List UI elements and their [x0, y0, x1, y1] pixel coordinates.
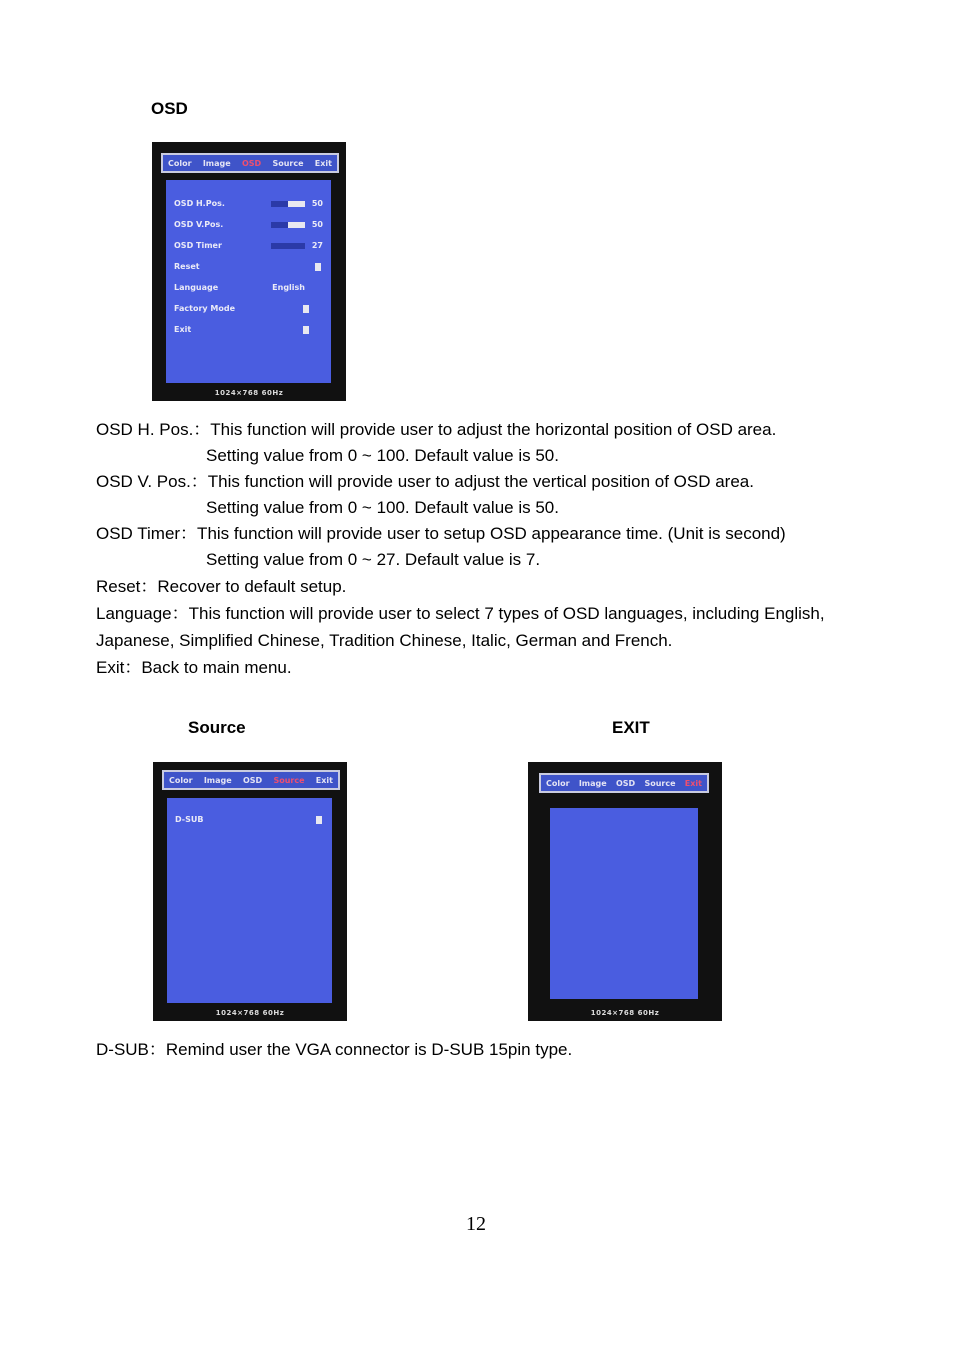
osd-descriptions — [96, 417, 825, 681]
osd-menu-tabbar — [161, 153, 339, 173]
timer-description: OSD Timer：This function will provide user to setup OSD appearance time. (Unit is second) — [96, 524, 786, 543]
timer-setting: Setting value from 0 ~ 27. Default value is 7. — [206, 550, 541, 569]
osd-menu-panel — [166, 180, 331, 383]
source-section-heading: Source — [188, 718, 246, 737]
exit-section-heading: EXIT — [612, 718, 650, 737]
exit-menu-screenshot — [528, 762, 722, 1021]
osd-row-h-pos — [174, 199, 323, 211]
tab-osd: OSD — [241, 158, 262, 168]
tab-image: Image — [578, 778, 607, 788]
enter-icon — [315, 263, 321, 271]
source-menu-tabbar — [162, 770, 340, 790]
tab-color: Color — [168, 158, 192, 168]
osd-row-reset — [174, 262, 323, 274]
tab-image: Image — [203, 775, 232, 785]
v-pos-setting: Setting value from 0 ~ 100. Default value is 50. — [206, 498, 559, 517]
tab-source: Source — [273, 775, 305, 785]
tab-exit: Exit — [315, 775, 333, 785]
osd-row-timer — [174, 241, 323, 253]
resolution-status: 1024×768 60Hz — [590, 1009, 660, 1017]
row-label: Language — [174, 283, 219, 292]
exit-menu-tabbar — [539, 773, 709, 793]
source-menu-screenshot — [153, 762, 347, 1021]
exit-description: Exit：Back to main menu. — [96, 658, 292, 677]
row-label: D-SUB — [175, 815, 204, 824]
tab-source: Source — [272, 158, 304, 168]
row-label: Exit — [174, 325, 192, 334]
row-label: OSD H.Pos. — [174, 199, 225, 208]
row-label: OSD V.Pos. — [174, 220, 224, 229]
timer-slider — [271, 243, 305, 249]
page-number: 12 — [466, 1213, 486, 1235]
resolution-status: 1024×768 60Hz — [214, 389, 284, 397]
v-pos-description: OSD V. Pos.：This function will provide user to adjust the vertical position of OSD area. — [96, 472, 754, 491]
row-label: Factory Mode — [174, 304, 236, 313]
tab-image: Image — [202, 158, 231, 168]
enter-icon — [303, 326, 309, 334]
source-row-dsub — [175, 815, 324, 827]
tab-exit: Exit — [314, 158, 332, 168]
h-pos-description: OSD H. Pos.：This function will provide user to adjust the horizontal position of OSD area. — [96, 420, 777, 439]
osd-row-v-pos — [174, 220, 323, 232]
osd-menu-screenshot — [152, 142, 346, 401]
source-menu-panel — [167, 798, 332, 1003]
h-pos-setting: Setting value from 0 ~ 100. Default value is 50. — [206, 446, 559, 465]
tab-color: Color — [546, 778, 570, 788]
reset-description: Reset：Recover to default setup. — [96, 577, 347, 596]
v-pos-slider — [271, 222, 305, 228]
row-label: Reset — [174, 262, 200, 271]
osd-section-heading: OSD — [151, 99, 188, 118]
row-value: 27 — [311, 241, 323, 250]
row-label: OSD Timer — [174, 241, 222, 250]
tab-color: Color — [169, 775, 193, 785]
h-pos-slider — [271, 201, 305, 207]
tab-source: Source — [644, 778, 676, 788]
resolution-status: 1024×768 60Hz — [215, 1009, 285, 1017]
enter-icon — [316, 816, 322, 824]
row-value: English — [272, 283, 305, 292]
row-value: 50 — [311, 199, 323, 208]
language-description-cont: Japanese, Simplified Chinese, Tradition Chinese, Italic, German and French. — [96, 631, 673, 650]
dsub-description: D-SUB：Remind user the VGA connector is D-SUB 15pin type. — [96, 1040, 573, 1059]
language-description: Language：This function will provide user to select 7 types of OSD languages, including English, — [96, 604, 825, 623]
enter-icon — [303, 305, 309, 313]
tab-osd: OSD — [615, 778, 636, 788]
tab-osd: OSD — [242, 775, 263, 785]
osd-row-exit — [174, 325, 323, 337]
osd-row-factory-mode — [174, 304, 323, 316]
tab-exit: Exit — [684, 778, 702, 788]
exit-menu-panel — [550, 808, 698, 999]
osd-row-language — [174, 283, 323, 295]
row-value: 50 — [311, 220, 323, 229]
